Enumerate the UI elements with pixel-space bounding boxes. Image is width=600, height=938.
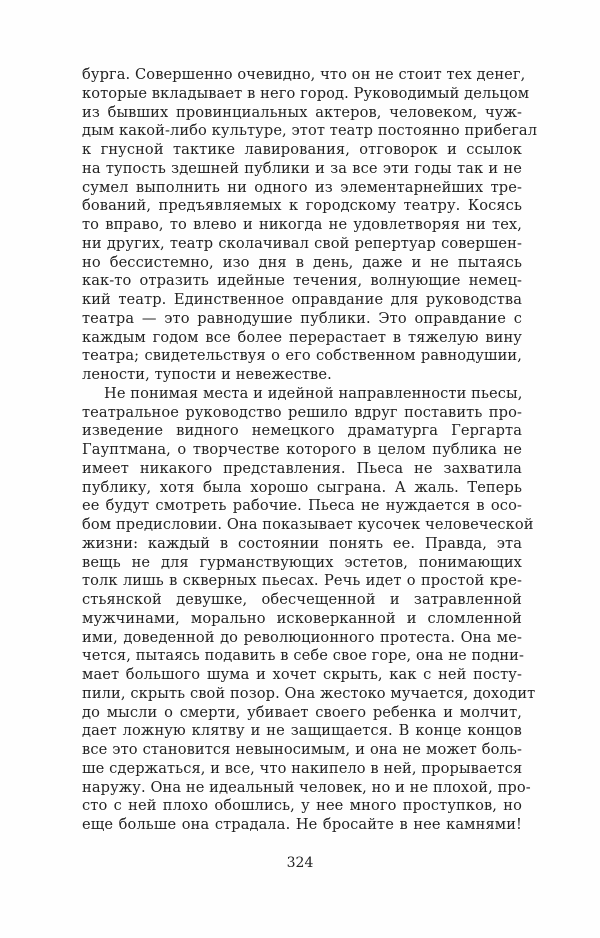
text-line: изведение видного немецкого драматурга Гергарта [82, 422, 522, 440]
text-line: пили, скрыть свой позор. Она жестоко мучается, доходит [82, 684, 536, 702]
text-line: к гнусной тактике лавирования, отговорок и ссылок [82, 141, 522, 158]
text-line: которые вкладывает в него город. Руководимый дельцом [82, 84, 530, 102]
text-line: дает ложную клятву и не защищается. В конце концов [82, 722, 522, 740]
text-line: еще больше она страдала. Не бросайте в нее камнями! [82, 816, 522, 833]
text-line: на тупость здешней публики и за все эти годы так и не [82, 159, 522, 177]
text-line: сто с ней плохо обошлись, у нее много проступков, но [82, 797, 522, 815]
text-line: вещь не для гурманствующих эстетов, понимающих [82, 553, 522, 571]
text-line: дым какой-либо культуре, этот театр постоянно прибегал [82, 122, 538, 140]
page-number: 324 [286, 855, 314, 871]
text-line: сумел выполнить ни одного из элементарнейших тре- [82, 178, 522, 196]
text-line: публику, хотя была хорошо сыграна. А жаль. Теперь [82, 478, 522, 496]
text-line: но бессистемно, изо дня в день, даже и не пытаясь [82, 253, 522, 271]
text-line: стьянской девушке, обесчещенной и затравленной [82, 591, 522, 608]
text-line: толк лишь в скверных пьесах. Речь идет о простой кре- [82, 572, 522, 590]
text-line: как-то отразить идейные течения, волнующие немец- [82, 272, 522, 290]
text-line: наружу. Она не идеальный человек, но и не плохой, про- [82, 778, 531, 796]
text-line: чется, пытаясь подавить в себе свое горе, она не подни- [82, 647, 525, 665]
text-line: театральное руководство решило вдруг поставить про- [82, 403, 522, 421]
text-line: Не понимая места и идейной направленности пьесы, [104, 384, 523, 402]
text-line: кий театр. Единственное оправдание для руководства [82, 291, 522, 308]
text-line: имеет никакого представления. Пьеса не захватила [82, 459, 522, 477]
text-line: ше сдержаться, и все, что накипело в ней, прорывается [82, 759, 523, 777]
text-line: бурга. Совершенно очевидно, что он не стоит тех денег, [82, 66, 526, 83]
text-line: мужчинами, морально исковерканной и сломленной [82, 609, 522, 627]
text-line: бований, предъявляемых к городскому театру. Косясь [82, 197, 522, 215]
text-line: жизни: каждый в состоянии понять ее. Правда, эта [82, 534, 522, 552]
text-line: до мысли о смерти, убивает своего ребенка и молчит, [82, 703, 522, 721]
paragraph [82, 66, 538, 385]
body-text [82, 66, 538, 835]
text-line: Гауптмана, о творчестве которого в целом публика не [82, 441, 522, 458]
text-line: бом предисловии. Она показывает кусочек человеческой [82, 516, 534, 533]
text-line: мает большого шума и хочет скрыть, как с ней посту- [82, 666, 522, 683]
paragraph [82, 384, 536, 835]
text-line: театра — это равнодушие публики. Это оправдание с [82, 309, 522, 327]
text-line: каждым годом все более перерастает в тяжелую вину [82, 328, 522, 346]
text-line: из бывших провинциальных актеров, человеком, чуж- [82, 103, 522, 121]
text-line: театра; свидетельствуя о его собственном равнодушии, [82, 347, 522, 365]
text-line: ими, доведенной до революционного протеста. Она ме- [82, 628, 522, 646]
text-line: все это становится невыносимым, и она не может боль- [82, 741, 522, 758]
text-line: то вправо, то влево и никогда не удовлетворяя ни тех, [82, 216, 522, 233]
text-line: ни других, театр сколачивал свой репертуар совершен- [82, 234, 522, 252]
text-line: лености, тупости и невежестве. [82, 366, 332, 383]
text-line: ее будут смотреть рабочие. Пьеса не нуждается в осо- [82, 497, 522, 515]
